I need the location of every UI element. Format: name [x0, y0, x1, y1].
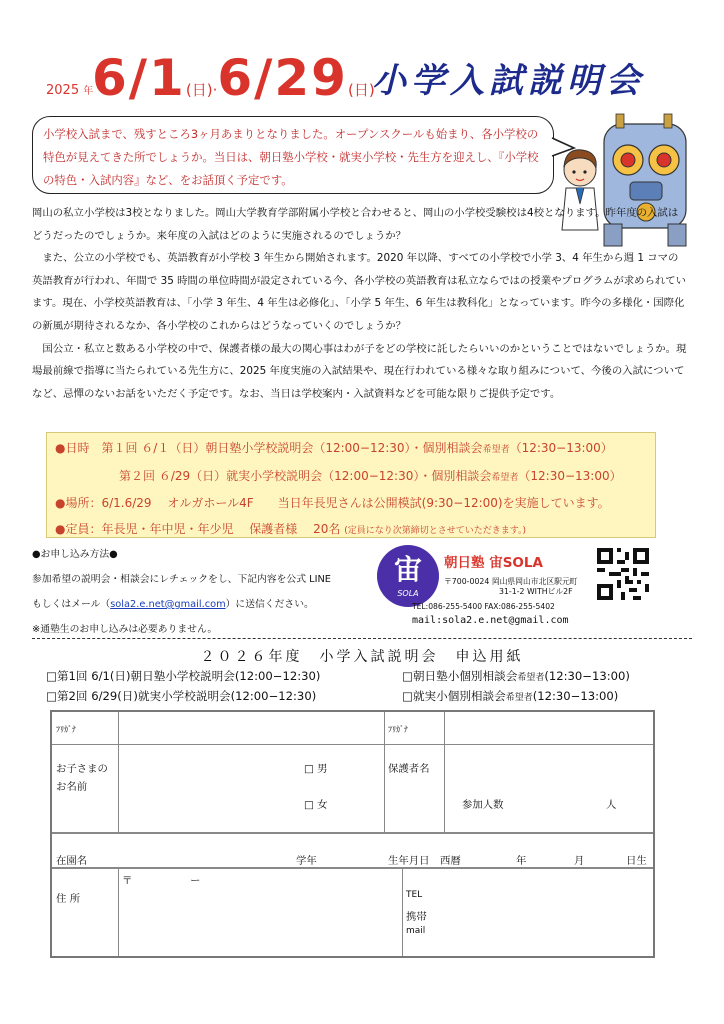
contact-email: mail:sola2.e.net@gmail.com: [412, 615, 569, 626]
school-label: 在園名: [56, 855, 88, 867]
body-paragraph-1: 岡山の私立小学校は3校となりました。岡山大学教育学部附属小学校と合わせると、岡山の小学校受験校は4校となります。昨年度の入試はどうだったのでしょうか。来年度の入試はどのように実施されるのでしょうか？: [32, 207, 679, 242]
address-label: 住 所: [56, 893, 81, 905]
info-schedule-2: 第２回 ６/29（日）就実小学校説明会（12:00−12:30）・個別相談会希望者（12:30−13:00）: [119, 468, 622, 483]
sola-logo-kanji: 宙: [393, 553, 422, 586]
sola-logo-text: SOLA: [397, 589, 419, 598]
brand-name: 朝日塾 宙SOLA: [444, 555, 543, 571]
guardian-furigana-label: ﾌﾘｶﾞﾅ: [388, 725, 408, 734]
email-link[interactable]: sola2.e.net@gmail.com: [110, 599, 226, 610]
persons-unit: 人: [606, 799, 617, 811]
postal-mark: 〒: [122, 875, 133, 887]
page-title: 小学入試説明会: [372, 61, 645, 101]
mail-label: mail: [406, 926, 426, 936]
address-block: 〒700-0024 岡山県岡山市北区駅元町 31-1-2 WITHビル2F: [444, 577, 578, 596]
option-session-1[interactable]: □第1回 6/1(日)朝日塾小学校説明会(12:00−12:30): [46, 669, 321, 683]
child-name-label: お子さまの: [56, 763, 108, 775]
year-label: 年: [516, 855, 527, 867]
body-paragraph-2: また、公立の小学校でも、英語教育が小学校 3 年生から開始されます。2020 年以降、すべての小学校で小学 3、4 年生から週 1 コマの英語教育が行われ、年間で 35 時間の単位時間が設定されている今、各小学校の英語教育は私立ならではの授業やプログラムが求められています。現在、小学校英語教育は、「小学 3 年生、4 年生は必修化」、「小学 5 年生、6 年生は教科化」となっています。昨今の多様化・国際化の新風が期待されるなか、各小学校のこれからはどうなっていくのでしょうか？: [32, 252, 687, 332]
grade-label: 学年: [296, 855, 317, 867]
mobile-label: 携帯: [406, 911, 427, 923]
birthdate-label: 生年月日: [388, 855, 430, 867]
qr-code-icon: [597, 548, 649, 600]
application-heading: ●お申し込み方法●: [32, 549, 118, 560]
era-label: 西暦: [440, 855, 461, 867]
event-info-box: [46, 432, 656, 538]
day-label: 日生: [626, 855, 647, 867]
event-dates: 6/1(日)·6/29(日): [92, 49, 375, 107]
option-session-2[interactable]: □第2回 6/29(日)就実小学校説明会(12:00−12:30): [46, 689, 317, 703]
participants-label: 参加人数: [462, 799, 504, 811]
info-schedule-1: ●日時 第１回 ６/１（日）朝日塾小学校説明会（12:00−12:30）・個別相談会希望者（12:30−13:00）: [55, 441, 613, 455]
info-venue: ●場所：6/1.6/29 オルガホール4F 当日年長児さんは公開模試(9:30−12:00)を実施しています。: [55, 496, 610, 510]
application-method: [32, 542, 392, 642]
option-consult-1[interactable]: □朝日塾小個別相談会希望者(12:30−13:00): [402, 669, 630, 683]
guardian-name-label: 保護者名: [388, 763, 430, 775]
female-checkbox[interactable]: □ 女: [304, 799, 328, 811]
application-note: ※通塾生のお申し込みは必要ありません。: [32, 624, 218, 635]
option-consult-2[interactable]: □就実小個別相談会希望者(12:30−13:00): [402, 689, 619, 703]
month-label: 月: [574, 855, 585, 867]
child-name-label-2: お名前: [56, 781, 88, 793]
event-year: 2025 年: [46, 83, 94, 98]
info-capacity: ●定員：年長児・年中児・年少児 保護者様 20名 (定員になり次第締切とさせていただきます。): [55, 521, 527, 536]
postal-dash: ー: [190, 875, 201, 887]
body-paragraph-3: 国公立・私立と数ある小学校の中で、保護者様の最大の関心事はわが子をどの学校に託したらいいのかということではないでしょうか。現場最前線で指導に当たられている先生方に、2025 年度実施の入試結果や、現在行われている様々な取り組みについて、今後の入試についてなど、忌憚のないお話をいただく予定です。なお、当日は学校案内・入試資料などを可能な限りご提供予定です。: [32, 342, 687, 400]
application-line-2: もしくはメール（sola2.e.net@gmail.com）に送信ください。: [32, 599, 314, 610]
application-line-1: 参加希望の説明会・相談会にレチェックをし、下記内容を公式 LINE: [32, 574, 331, 585]
phone-fax: TEL:086-255-5400 FAX:086-255-5402: [412, 602, 555, 611]
body-text: [32, 202, 687, 405]
cut-line: [32, 638, 692, 639]
male-checkbox[interactable]: □ 男: [304, 763, 328, 775]
tel-label: TEL: [406, 890, 423, 900]
intro-speech-bubble: 小学校入試まで、残すところ3ヶ月あまりとなりました。オープンスクールも始まり、各小学校の特色が見えてきた所でしょうか。当日は、朝日塾小学校・就実小学校・先生方を迎えし、『小学校の特色・入試内容』など、をお話頂く予定です。: [32, 116, 554, 194]
application-form-table: [50, 710, 655, 958]
child-furigana-label: ﾌﾘｶﾞﾅ: [56, 725, 76, 734]
form-title: ２０２６年度 小学入試説明会 申込用紙: [200, 649, 524, 665]
